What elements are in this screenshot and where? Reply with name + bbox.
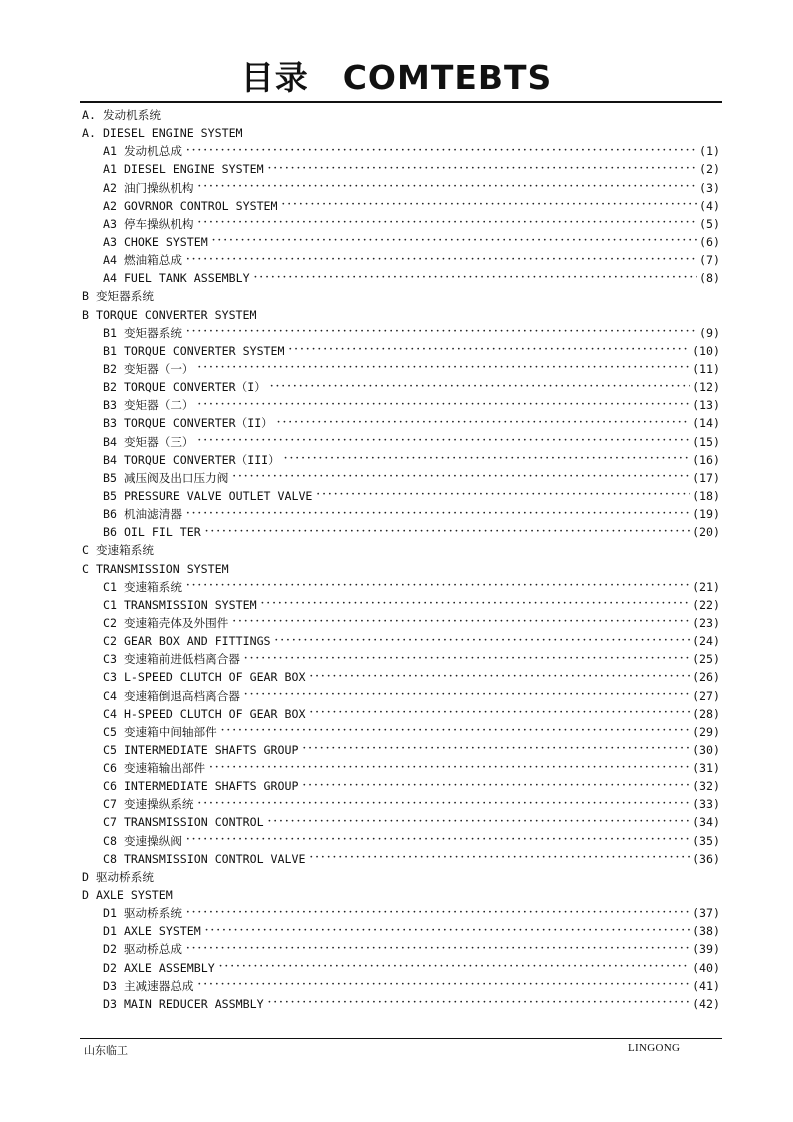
entry-spacer <box>117 215 124 233</box>
entry-code: A1 <box>103 162 117 177</box>
entry-label: TORQUE CONVERTER SYSTEM <box>123 343 285 358</box>
entry-spacer <box>117 469 124 487</box>
title-divider <box>80 101 722 103</box>
dot-leader <box>268 994 691 1013</box>
entry-label: AXLE SYSTEM <box>123 924 201 939</box>
entry-code: C5 <box>103 724 117 739</box>
toc-section-heading <box>82 541 720 559</box>
entry-page-number: (22) <box>692 597 720 612</box>
entry-code: C1 <box>103 579 117 594</box>
toc-entry[interactable] <box>82 813 720 831</box>
entry-spacer <box>117 396 124 414</box>
entry-page-number: (32) <box>692 779 720 794</box>
dot-leader <box>316 486 690 505</box>
entry-page-number: (27) <box>692 688 720 703</box>
toc-entry[interactable] <box>82 650 720 668</box>
toc-entry[interactable] <box>82 179 720 197</box>
entry-code: C2 <box>103 634 117 649</box>
entry-spacer <box>117 578 124 596</box>
entry-spacer <box>117 179 124 197</box>
section-heading-label: D 驱动桥系统 <box>82 869 154 884</box>
entry-spacer <box>117 632 124 650</box>
section-heading-label: D AXLE SYSTEM <box>82 888 173 903</box>
entry-page-number: (15) <box>692 434 720 449</box>
dot-leader <box>186 251 697 270</box>
toc-entry[interactable] <box>82 251 720 269</box>
entry-spacer <box>117 160 124 178</box>
dot-leader <box>277 414 690 433</box>
toc-entry[interactable] <box>82 795 720 813</box>
entry-page-number: (30) <box>692 742 720 757</box>
entry-spacer <box>117 251 124 269</box>
toc-entry[interactable] <box>82 904 720 922</box>
entry-spacer <box>117 940 124 958</box>
toc-entry[interactable] <box>82 360 720 378</box>
toc-entry[interactable] <box>82 396 720 414</box>
entry-code: A4 <box>103 253 117 268</box>
dot-leader <box>186 577 690 596</box>
entry-page-number: (42) <box>692 996 720 1011</box>
dot-leader <box>244 686 690 705</box>
entry-label: 驱动桥总成 <box>123 942 182 957</box>
dot-leader <box>198 359 691 378</box>
entry-page-number: (26) <box>692 670 720 685</box>
entry-spacer <box>117 433 124 451</box>
entry-spacer <box>117 741 124 759</box>
toc-entry[interactable] <box>82 596 720 614</box>
dot-leader <box>186 142 697 161</box>
entry-label: INTERMEDIATE SHAFTS GROUP <box>123 742 299 757</box>
entry-label: 变速箱系统 <box>123 579 182 594</box>
toc-entry[interactable] <box>82 632 720 650</box>
entry-code: B1 <box>103 343 117 358</box>
toc-entry[interactable] <box>82 142 720 160</box>
toc-entry[interactable] <box>82 215 720 233</box>
dot-leader <box>302 777 690 796</box>
entry-code: D2 <box>103 960 117 975</box>
entry-code: D2 <box>103 942 117 957</box>
toc-entry[interactable] <box>82 995 720 1013</box>
toc-entry[interactable] <box>82 578 720 596</box>
section-heading-label: A. 发动机系统 <box>82 108 161 122</box>
entry-page-number: (38) <box>692 924 720 939</box>
dot-leader <box>198 976 691 995</box>
dot-leader <box>212 232 697 251</box>
entry-spacer <box>117 650 124 668</box>
dot-leader <box>309 704 690 723</box>
toc-section-heading <box>82 124 720 142</box>
toc-section-heading <box>82 560 720 578</box>
entry-spacer <box>117 959 124 977</box>
entry-label: 主减速器总成 <box>123 978 194 993</box>
dot-leader <box>198 396 691 415</box>
toc-entry[interactable] <box>82 723 720 741</box>
entry-label: GEAR BOX AND FITTINGS <box>123 634 271 649</box>
toc-entry[interactable] <box>82 832 720 850</box>
entry-code: D1 <box>103 924 117 939</box>
dot-leader <box>205 922 690 941</box>
entry-label: TRANSMISSION CONTROL <box>123 815 264 830</box>
entry-label: INTERMEDIATE SHAFTS GROUP <box>123 779 299 794</box>
dot-leader <box>219 958 690 977</box>
entry-code: A4 <box>103 271 117 286</box>
entry-spacer <box>117 342 124 360</box>
dot-leader <box>205 523 690 542</box>
entry-page-number: (20) <box>692 525 720 540</box>
entry-label: 变速箱中间轴部件 <box>123 724 217 739</box>
entry-spacer <box>117 523 124 541</box>
dot-leader <box>198 795 691 814</box>
dot-leader <box>186 323 697 342</box>
section-heading-label: C TRANSMISSION SYSTEM <box>82 561 229 576</box>
entry-code: A3 <box>103 216 117 231</box>
entry-page-number: (19) <box>692 507 720 522</box>
footer-brand: LINGONG <box>628 1042 681 1054</box>
dot-leader <box>186 904 690 923</box>
entry-label: 驱动桥系统 <box>123 906 182 921</box>
entry-page-number: (14) <box>692 416 720 431</box>
entry-page-number: (6) <box>699 234 720 249</box>
toc-section-heading <box>82 306 720 324</box>
entry-page-number: (23) <box>692 615 720 630</box>
section-heading-label: B TORQUE CONVERTER SYSTEM <box>82 307 257 322</box>
entry-page-number: (5) <box>699 216 720 231</box>
entry-spacer <box>117 723 124 741</box>
toc-entry[interactable] <box>82 160 720 178</box>
entry-label: 变速箱输出部件 <box>123 761 206 776</box>
entry-label: TORQUE CONVERTER（III） <box>123 452 280 467</box>
entry-page-number: (7) <box>699 253 720 268</box>
dot-leader <box>232 468 690 487</box>
dot-leader <box>302 740 690 759</box>
entry-code: C1 <box>103 597 117 612</box>
dot-leader <box>309 849 690 868</box>
entry-label: 变速箱倒退高档离合器 <box>123 688 240 703</box>
entry-code: B3 <box>103 398 117 413</box>
entry-label: H-SPEED CLUTCH OF GEAR BOX <box>123 706 306 721</box>
entry-code: C2 <box>103 615 117 630</box>
entry-code: C3 <box>103 652 117 667</box>
entry-code: A2 <box>103 198 117 213</box>
dot-leader <box>198 178 698 197</box>
entry-code: C4 <box>103 706 117 721</box>
dot-leader <box>261 595 691 614</box>
entry-page-number: (25) <box>692 652 720 667</box>
toc-entry[interactable] <box>82 759 720 777</box>
entry-page-number: (35) <box>692 833 720 848</box>
dot-leader <box>309 668 690 687</box>
entry-page-number: (10) <box>692 343 720 358</box>
toc-entry[interactable] <box>82 487 720 505</box>
dot-leader <box>244 650 690 669</box>
dot-leader <box>254 269 697 288</box>
page-title: 目录 COMTEBTS <box>240 58 553 97</box>
entry-page-number: (3) <box>699 180 720 195</box>
toc-entry[interactable] <box>82 922 720 940</box>
entry-code: C7 <box>103 797 117 812</box>
entry-label: L-SPEED CLUTCH OF GEAR BOX <box>123 670 306 685</box>
toc-entry[interactable] <box>82 523 720 541</box>
dot-leader <box>282 196 698 215</box>
toc-entry[interactable] <box>82 433 720 451</box>
entry-spacer <box>117 414 124 432</box>
entry-code: B6 <box>103 507 117 522</box>
entry-spacer <box>117 668 124 686</box>
entry-label: 变矩器（三） <box>123 434 194 449</box>
toc-entry[interactable] <box>82 687 720 705</box>
dot-leader <box>209 759 690 778</box>
entry-label: CHOKE SYSTEM <box>123 234 208 249</box>
entry-spacer <box>117 360 124 378</box>
entry-label: TRANSMISSION CONTROL VALVE <box>123 851 306 866</box>
toc-section-heading <box>82 886 720 904</box>
toc-entry[interactable] <box>82 668 720 686</box>
entry-page-number: (17) <box>692 470 720 485</box>
entry-code: C5 <box>103 742 117 757</box>
table-of-contents <box>82 106 720 1013</box>
entry-page-number: (31) <box>692 761 720 776</box>
entry-page-number: (8) <box>699 271 720 286</box>
dot-leader <box>198 214 698 233</box>
entry-code: B4 <box>103 434 117 449</box>
entry-spacer <box>117 795 124 813</box>
entry-label: 变矩器系统 <box>123 325 182 340</box>
entry-label: TORQUE CONVERTER（I） <box>123 380 266 395</box>
entry-page-number: (21) <box>692 579 720 594</box>
dot-leader <box>275 632 691 651</box>
entry-spacer <box>117 995 124 1013</box>
entry-code: A2 <box>103 180 117 195</box>
entry-label: TORQUE CONVERTER（II） <box>123 416 273 431</box>
entry-code: C6 <box>103 761 117 776</box>
entry-spacer <box>117 269 124 287</box>
entry-spacer <box>117 777 124 795</box>
toc-entry[interactable] <box>82 414 720 432</box>
entry-code: B6 <box>103 525 117 540</box>
toc-entry[interactable] <box>82 959 720 977</box>
entry-code: B3 <box>103 416 117 431</box>
entry-code: C7 <box>103 815 117 830</box>
section-heading-label: B 变矩器系统 <box>82 289 154 304</box>
entry-label: 变速箱壳体及外围件 <box>123 615 229 630</box>
entry-spacer <box>117 832 124 850</box>
entry-code: B2 <box>103 380 117 395</box>
dot-leader <box>268 160 697 179</box>
entry-page-number: (18) <box>692 488 720 503</box>
entry-spacer <box>117 505 124 523</box>
entry-code: B1 <box>103 325 117 340</box>
entry-label: GOVRNOR CONTROL SYSTEM <box>123 198 278 213</box>
entry-page-number: (37) <box>692 906 720 921</box>
entry-page-number: (28) <box>692 706 720 721</box>
entry-label: TRANSMISSION SYSTEM <box>123 597 257 612</box>
entry-label: OIL FIL TER <box>123 525 201 540</box>
entry-code: D1 <box>103 906 117 921</box>
dot-leader <box>268 813 691 832</box>
toc-entry[interactable] <box>82 197 720 215</box>
dot-leader <box>289 341 691 360</box>
toc-entry[interactable] <box>82 324 720 342</box>
dot-leader <box>270 378 690 397</box>
entry-code: C8 <box>103 833 117 848</box>
entry-code: B2 <box>103 361 117 376</box>
entry-code: D3 <box>103 978 117 993</box>
entry-page-number: (36) <box>692 851 720 866</box>
entry-label: 停车操纵机构 <box>123 216 194 231</box>
entry-label: 机油滤清器 <box>123 507 182 522</box>
entry-page-number: (34) <box>692 815 720 830</box>
entry-spacer <box>117 705 124 723</box>
toc-entry[interactable] <box>82 940 720 958</box>
entry-label: FUEL TANK ASSEMBLY <box>123 271 250 286</box>
entry-label: MAIN REDUCER ASSMBLY <box>123 996 264 1011</box>
entry-label: 变矩器（二） <box>123 398 194 413</box>
entry-label: 减压阀及出口压力阀 <box>123 470 229 485</box>
entry-page-number: (9) <box>699 325 720 340</box>
entry-label: PRESSURE VALVE OUTLET VALVE <box>123 488 313 503</box>
entry-code: C8 <box>103 851 117 866</box>
toc-entry[interactable] <box>82 977 720 995</box>
section-heading-label: A. DIESEL ENGINE SYSTEM <box>82 126 243 141</box>
entry-code: C6 <box>103 779 117 794</box>
entry-page-number: (11) <box>692 361 720 376</box>
footer-company: 山东临工 <box>84 1044 128 1057</box>
entry-page-number: (40) <box>692 960 720 975</box>
entry-page-number: (41) <box>692 978 720 993</box>
entry-spacer <box>117 378 124 396</box>
entry-page-number: (39) <box>692 942 720 957</box>
toc-entry[interactable] <box>82 469 720 487</box>
entry-page-number: (2) <box>699 162 720 177</box>
entry-label: 变速操纵阀 <box>123 833 182 848</box>
entry-code: B4 <box>103 452 117 467</box>
dot-leader <box>232 613 690 632</box>
entry-label: AXLE ASSEMBLY <box>123 960 215 975</box>
entry-spacer <box>117 487 124 505</box>
dot-leader <box>221 722 690 741</box>
toc-entry[interactable] <box>82 505 720 523</box>
entry-spacer <box>117 596 124 614</box>
entry-label: 变矩器（一） <box>123 361 194 376</box>
dot-leader <box>186 505 690 524</box>
entry-label: 变速箱前进低档离合器 <box>123 652 240 667</box>
toc-section-heading <box>82 287 720 305</box>
entry-spacer <box>117 687 124 705</box>
entry-label: 变速操纵系统 <box>123 797 194 812</box>
dot-leader <box>186 940 690 959</box>
entry-spacer <box>117 324 124 342</box>
entry-spacer <box>117 850 124 868</box>
toc-entry[interactable] <box>82 777 720 795</box>
toc-entry[interactable] <box>82 378 720 396</box>
entry-spacer <box>117 813 124 831</box>
entry-code: A3 <box>103 234 117 249</box>
entry-page-number: (1) <box>699 144 720 159</box>
entry-page-number: (4) <box>699 198 720 213</box>
entry-spacer <box>117 759 124 777</box>
dot-leader <box>186 831 690 850</box>
entry-label: DIESEL ENGINE SYSTEM <box>123 162 264 177</box>
entry-spacer <box>117 233 124 251</box>
entry-code: B5 <box>103 470 117 485</box>
toc-section-heading <box>82 868 720 886</box>
toc-entry[interactable] <box>82 850 720 868</box>
entry-spacer <box>117 451 124 469</box>
toc-entry[interactable] <box>82 614 720 632</box>
entry-spacer <box>117 904 124 922</box>
entry-label: 燃油箱总成 <box>123 253 182 268</box>
entry-label: 发动机总成 <box>123 144 182 159</box>
entry-label: 油门操纵机构 <box>123 180 194 195</box>
entry-page-number: (33) <box>692 797 720 812</box>
entry-page-number: (24) <box>692 634 720 649</box>
toc-entry[interactable] <box>82 233 720 251</box>
entry-page-number: (29) <box>692 724 720 739</box>
entry-spacer <box>117 922 124 940</box>
toc-entry[interactable] <box>82 451 720 469</box>
entry-page-number: (13) <box>692 398 720 413</box>
entry-code: B5 <box>103 488 117 503</box>
section-heading-label: C 变速箱系统 <box>82 543 154 558</box>
entry-code: D3 <box>103 996 117 1011</box>
entry-code: A1 <box>103 144 117 159</box>
entry-spacer <box>117 614 124 632</box>
dot-leader <box>284 450 690 469</box>
footer-divider <box>80 1038 722 1039</box>
toc-section-heading <box>82 106 720 124</box>
toc-entry[interactable] <box>82 741 720 759</box>
entry-spacer <box>117 197 124 215</box>
toc-entry[interactable] <box>82 342 720 360</box>
entry-code: C3 <box>103 670 117 685</box>
toc-entry[interactable] <box>82 269 720 287</box>
entry-page-number: (16) <box>692 452 720 467</box>
entry-page-number: (12) <box>692 380 720 395</box>
entry-code: C4 <box>103 688 117 703</box>
toc-entry[interactable] <box>82 705 720 723</box>
dot-leader <box>198 432 691 451</box>
entry-spacer <box>117 977 124 995</box>
entry-spacer <box>117 142 124 160</box>
